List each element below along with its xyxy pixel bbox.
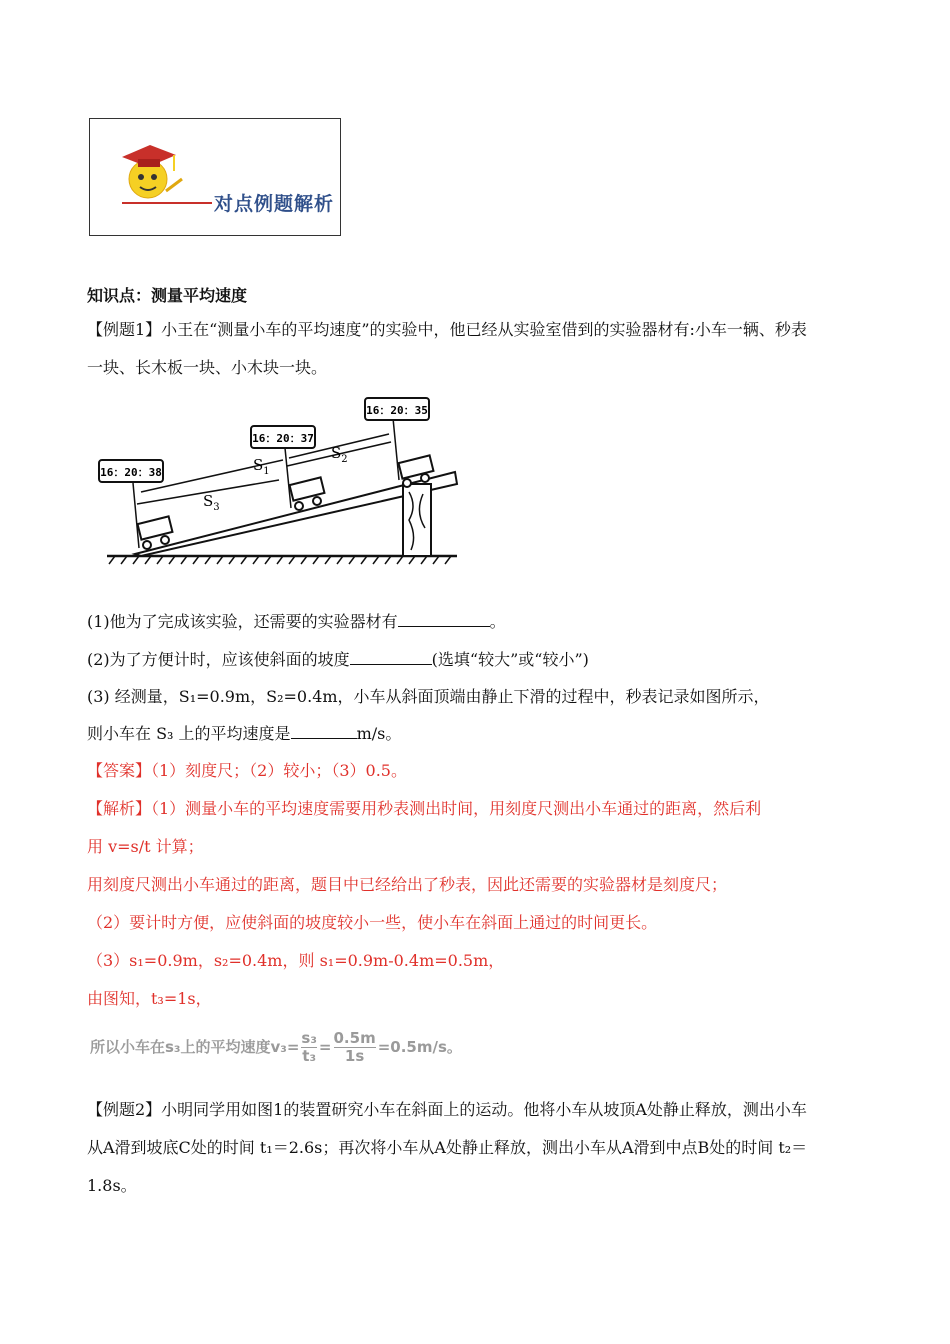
ex1-q2: (2)为了方便计时，应该使斜面的坡度 (选填“较大”或“较小”) (87, 650, 589, 669)
clock-mid-time: 16：20：37 (252, 432, 314, 445)
label-s3: $S_3$ (203, 492, 220, 513)
ex2-line1: 【例题2】小明同学用如图1的装置研究小车在斜面上的运动。他将小车从坡顶A处静止释放，测出小车 (87, 1100, 807, 1119)
ex1-line2: 一块、长木板一块、小木块一块。 (87, 358, 328, 377)
ex1-analysis-4: （2）要计时方便，应使斜面的坡度较小一些，使小车在斜面上通过的时间更长。 (87, 913, 658, 932)
answer-blank-3[interactable] (291, 723, 357, 739)
graduation-cap-icon (116, 135, 186, 207)
clock-right-time: 16：20：35 (366, 404, 428, 417)
ex1-analysis-2: 用 v=s/t 计算； (87, 837, 204, 856)
ex1-q1: (1)他为了完成该实验，还需要的实验器材有 。 (87, 612, 506, 631)
ex2-line2: 从A滑到坡底C处的时间 t₁＝2.6s；再次将小车从A处静止释放，测出小车从A滑到中点B处的时间 t₂＝ (87, 1138, 808, 1157)
ex1-answer: 【答案】（1）刻度尺；（2）较小；（3）0.5。 (87, 761, 407, 780)
knowledge-point: 知识点：测量平均速度 (87, 286, 248, 305)
velocity-formula: 所以小车在s₃上的平均速度v₃= $\frac{\text{s₃}}{\text{t₃}}$ = $\frac{0.5m}{1s}$ =0.5m/s。 (90, 1029, 462, 1065)
incline-figure (95, 388, 475, 578)
label-s1: $S_1$ (253, 456, 270, 477)
label-s2: $S_2$ (331, 444, 348, 465)
ex1-analysis-5: （3）s₁=0.9m，s₂=0.4m，则 s₁=0.9m-0.4m=0.5m， (87, 951, 505, 970)
ex1-q3-line2: 则小车在 S₃ 上的平均速度是 m/s。 (87, 724, 402, 743)
banner-title: 对点例题解析 (214, 193, 335, 215)
ex1-analysis-3: 用刻度尺测出小车通过的距离，题目中已经给出了秒表，因此还需要的实验器材是刻度尺； (87, 875, 728, 894)
ex1-q3-line1: (3) 经测量，S₁=0.9m，S₂=0.4m，小车从斜面顶端由静止下滑的过程中，秒表记录如图所示， (87, 687, 770, 706)
ex1-line1: 【例题1】小王在“测量小车的平均速度”的实验中，他已经从实验室借到的实验器材有:小车一辆、秒表 (87, 320, 807, 339)
ex1-analysis-6: 由图知，t₃=1s， (87, 989, 212, 1008)
fraction-s3-t3: $\frac{\text{s₃}}{\text{t₃}}$ (301, 1029, 317, 1065)
answer-blank-1[interactable] (398, 611, 490, 627)
clock-left-time: 16：20：38 (100, 466, 162, 479)
fraction-values: $\frac{0.5m}{1s}$ (333, 1029, 376, 1065)
banner-rule (122, 202, 212, 204)
ex1-analysis-1: 【解析】（1）测量小车的平均速度需要用秒表测出时间，用刻度尺测出小车通过的距离，然后利 (87, 799, 762, 818)
section-banner (89, 118, 341, 236)
ex2-line3: 1.8s。 (87, 1176, 137, 1195)
answer-blank-2[interactable] (350, 649, 432, 665)
